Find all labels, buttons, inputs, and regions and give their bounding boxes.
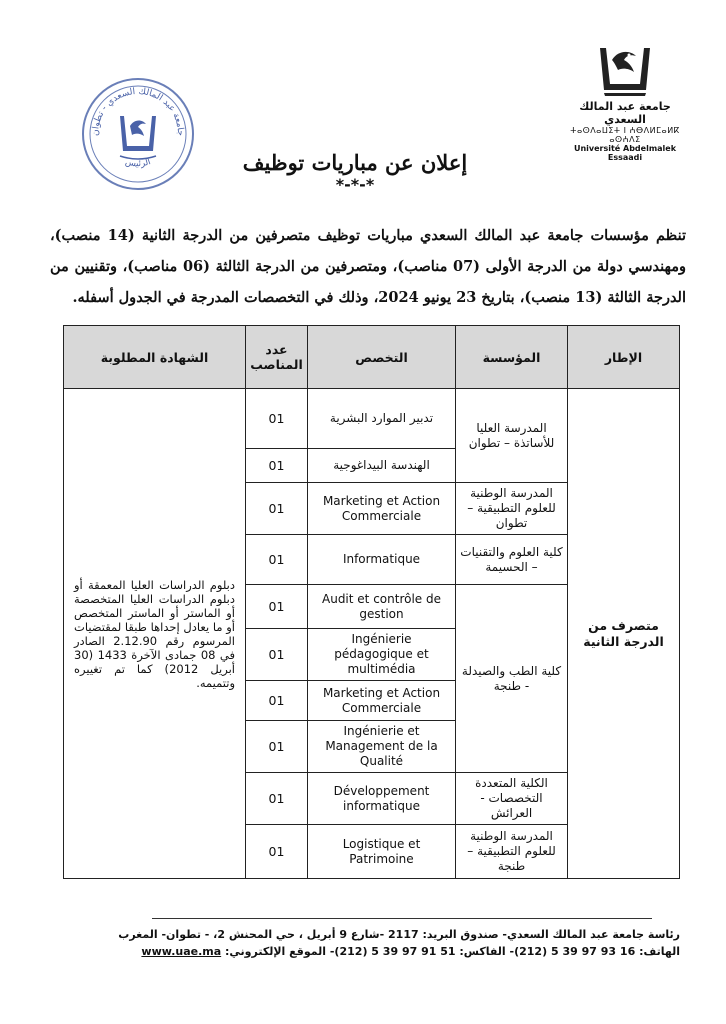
university-name-tifinagh: ⵜⴰⵙⴷⴰⵡⵉⵜ ⵏ ⵄⴱⴷⵍⵎⴰⵍⴽ ⴰⵙⵄⴷⵉ — [570, 126, 680, 144]
count-cell: 01 — [246, 449, 308, 483]
specialty-cell: Marketing et Action Commerciale — [308, 681, 456, 721]
institution-cell: الكلية المتعددة التخصصات - العرائش — [456, 773, 568, 825]
certificate-cell: دبلوم الدراسات العليا المعمقة أو دبلوم الدراسات العليا المتخصصة أو الماستر أو الماستر المتخصص أو ما يعادل إحداها طبقا لمقتضيات المرسوم رقم 2.12.90 الصادر في 08 جمادى الآخرة 1433 (30 أبريل 2012) كما تم تغييره وتتميمه. — [64, 389, 246, 879]
institution-cell: المدرسة العليا للأساتذة – تطوان — [456, 389, 568, 483]
footer-contact: الهاتف: 16 93 97 39 5 (212)- الفاكس: 51 91 97 39 5 (212)- الموقع الإلكتروني: www.uae.ma — [141, 945, 680, 958]
institution-cell: المدرسة الوطنية للعلوم التطبيقية – تطوان — [456, 483, 568, 535]
count-cell: 01 — [246, 773, 308, 825]
header-count: عدد المناصب — [246, 326, 308, 389]
frame-cell: متصرف من الدرجة الثانية — [568, 389, 680, 879]
institution-cell: كلية العلوم والتقنيات – الحسيمة — [456, 535, 568, 585]
footer-divider — [152, 918, 652, 919]
count-cell: 01 — [246, 681, 308, 721]
title-separator: *-*-* — [335, 175, 375, 194]
count-cell: 01 — [246, 629, 308, 681]
specialty-cell: Audit et contrôle de gestion — [308, 585, 456, 629]
specialty-cell: Logistique et Patrimoine — [308, 825, 456, 879]
count-cell: 01 — [246, 389, 308, 449]
positions-table — [63, 325, 680, 879]
table-row — [64, 389, 680, 449]
svg-text:جامعة عبد المالك السعدي - تطوا: جامعة عبد المالك السعدي - تطوان — [90, 86, 186, 137]
institution-cell: كلية الطب والصيدلة - طنجة — [456, 585, 568, 773]
specialty-cell: الهندسة البيداغوجية — [308, 449, 456, 483]
specialty-cell: Ingénierie pédagogique et multimédia — [308, 629, 456, 681]
stamp-seal-icon — [80, 76, 196, 192]
intro-paragraph — [50, 220, 686, 313]
university-name-arabic: جامعة عبد المالك السعدي — [579, 100, 671, 126]
table-header-row — [64, 326, 680, 389]
footer-address: رئاسة جامعة عبد المالك السعدي- صندوق البريد: 2117 -شارع 9 أبريل ، حي المحنش 2، - تطوان- المغرب — [118, 928, 680, 941]
page-title: إعلان عن مباريات توظيف — [242, 150, 468, 175]
footer-website-link[interactable]: www.uae.ma — [141, 945, 222, 958]
university-name-french: Université Abdelmalek Essaadi — [573, 144, 677, 162]
specialty-cell: Informatique — [308, 535, 456, 585]
header-institution: المؤسسة — [456, 326, 568, 389]
specialty-cell: Développement informatique — [308, 773, 456, 825]
institution-cell: المدرسة الوطنية للعلوم التطبيقية – طنجة — [456, 825, 568, 879]
svg-text:الرئيس: الرئيس — [124, 157, 153, 170]
header-specialty: التخصص — [308, 326, 456, 389]
count-cell: 01 — [246, 535, 308, 585]
count-cell: 01 — [246, 483, 308, 535]
university-emblem-icon — [590, 40, 660, 98]
count-cell: 01 — [246, 721, 308, 773]
header-certificate: الشهادة المطلوبة — [64, 326, 246, 389]
count-cell: 01 — [246, 825, 308, 879]
specialty-cell: Marketing et Action Commerciale — [308, 483, 456, 535]
specialty-cell: Ingénierie et Management de la Qualité — [308, 721, 456, 773]
intro-text: تنظم مؤسسات جامعة عبد المالك السعدي مباريات توظيف متصرفين من الدرجة الثانية (14 منصب)، ومهندسي دولة من الدرجة الأولى (07 مناصب)، ومتصرفين من الدرجة الثالثة (06 مناصب)، وتقنيين من الدرجة الثالثة (13 منصب)، بتاريخ 23 يونيو 2024، وذلك في التخصصات المدرجة في الجدول أسفله. — [50, 227, 686, 306]
footer — [60, 926, 680, 960]
count-cell: 01 — [246, 585, 308, 629]
university-logo — [560, 40, 690, 162]
official-stamp — [80, 76, 196, 192]
specialty-cell: تدبير الموارد البشرية — [308, 389, 456, 449]
header-frame: الإطار — [568, 326, 680, 389]
